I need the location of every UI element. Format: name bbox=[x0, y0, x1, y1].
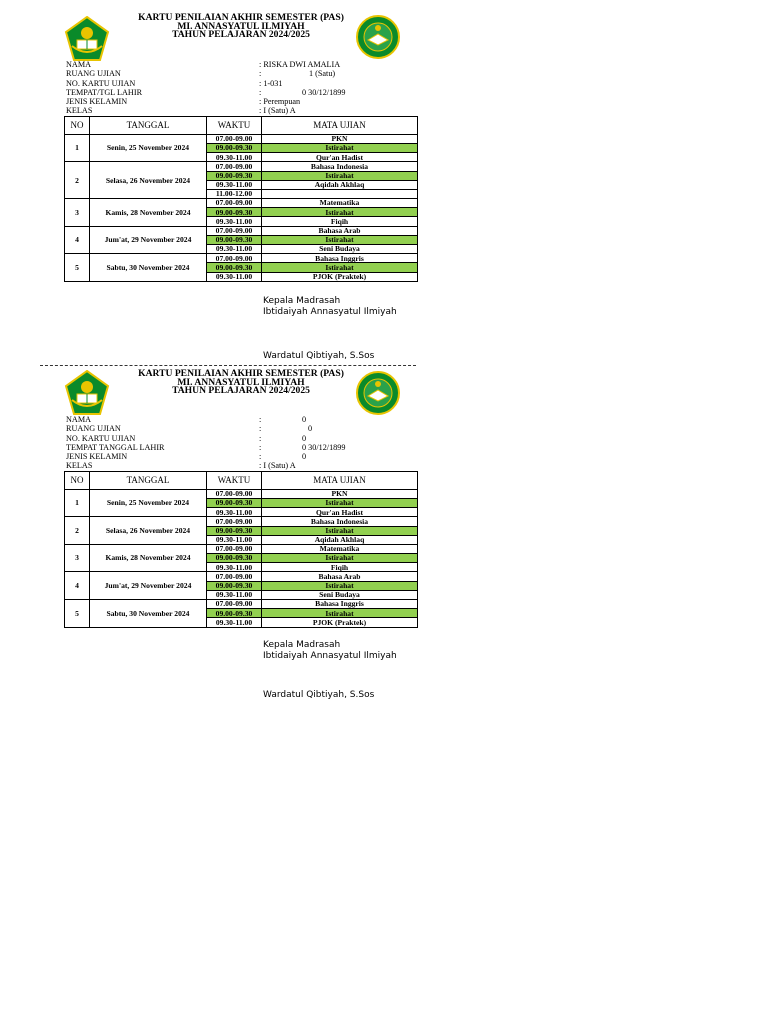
info-row-ruang bbox=[64, 69, 418, 78]
title-line-3: TAHUN PELAJARAN 2024/2025 bbox=[172, 385, 310, 397]
info-value: 0 bbox=[308, 424, 313, 434]
signature-title: Kepala Madrasah bbox=[263, 640, 341, 650]
info-value: 0 bbox=[302, 452, 307, 462]
exam-subject: Istirahat bbox=[262, 581, 418, 590]
exam-schedule-table bbox=[64, 471, 418, 628]
cut-line bbox=[40, 365, 416, 366]
info-colon: : I (Satu) A bbox=[259, 461, 296, 471]
exam-subject: Fiqih bbox=[262, 563, 418, 572]
info-row-kartu bbox=[64, 434, 418, 443]
card-header bbox=[64, 370, 418, 414]
exam-subject: Bahasa Indonesia bbox=[262, 162, 418, 171]
info-value: 0 bbox=[302, 415, 307, 424]
info-label: JENIS KELAMIN bbox=[66, 97, 128, 107]
exam-time: 09.30-11.00 bbox=[207, 272, 262, 281]
exam-time: 07.00-09.00 bbox=[207, 254, 262, 263]
exam-subject: Seni Budaya bbox=[262, 590, 418, 599]
exam-time: 09.00-09.30 bbox=[207, 263, 262, 272]
info-label: TEMPAT/TGL LAHIR bbox=[66, 87, 143, 97]
info-label: NAMA bbox=[66, 60, 92, 69]
madrasah-emblem-icon bbox=[355, 370, 401, 416]
info-label: RUANG UJIAN bbox=[66, 69, 121, 79]
info-row-nama bbox=[64, 415, 418, 424]
exam-subject: PJOK (Praktek) bbox=[262, 272, 418, 281]
table-row bbox=[65, 544, 418, 553]
exam-time: 09.30-11.00 bbox=[207, 245, 262, 254]
exam-subject: Istirahat bbox=[262, 263, 418, 272]
exam-subject: Bahasa Arab bbox=[262, 572, 418, 581]
exam-time: 09.00-09.30 bbox=[207, 208, 262, 217]
card-title bbox=[84, 14, 398, 40]
signature-block-1 bbox=[263, 296, 397, 362]
exam-subject: Seni Budaya bbox=[262, 245, 418, 254]
exam-subject: Istirahat bbox=[262, 171, 418, 180]
info-row-ttl bbox=[64, 88, 418, 97]
exam-time: 11.00-12.00 bbox=[207, 189, 262, 198]
exam-time: 09.00-09.30 bbox=[207, 171, 262, 180]
exam-time: 07.00-09.00 bbox=[207, 226, 262, 235]
day-number: 3 bbox=[65, 544, 90, 572]
exam-subject: Istirahat bbox=[262, 208, 418, 217]
exam-date: Senin, 25 November 2024 bbox=[90, 489, 207, 517]
exam-time: 07.00-09.00 bbox=[207, 489, 262, 498]
exam-subject: Qur'an Hadist bbox=[262, 508, 418, 517]
exam-subject: PKN bbox=[262, 489, 418, 498]
info-row-nama bbox=[64, 60, 418, 69]
info-label: NO. KARTU UJIAN bbox=[66, 78, 136, 88]
info-colon: : bbox=[259, 452, 262, 462]
exam-time: 07.00-09.00 bbox=[207, 600, 262, 609]
header-no: NO bbox=[65, 116, 90, 134]
info-colon: : bbox=[259, 69, 262, 79]
info-row-jk bbox=[64, 452, 418, 461]
exam-date: Selasa, 26 November 2024 bbox=[90, 162, 207, 199]
header-tanggal: TANGGAL bbox=[90, 471, 207, 489]
exam-time: 09.30-11.00 bbox=[207, 535, 262, 544]
exam-time: 07.00-09.00 bbox=[207, 199, 262, 208]
exam-subject: Istirahat bbox=[262, 235, 418, 244]
exam-card-1 bbox=[64, 14, 418, 282]
table-row bbox=[65, 254, 418, 263]
signature-title: Kepala Madrasah bbox=[263, 296, 341, 306]
signature-name: Wardatul Qibtiyah, S.Sos bbox=[263, 690, 375, 700]
header-waktu: WAKTU bbox=[207, 471, 262, 489]
header-tanggal: TANGGAL bbox=[90, 116, 207, 134]
info-value: 1 (Satu) bbox=[309, 69, 336, 79]
signature-name: Wardatul Qibtiyah, S.Sos bbox=[263, 351, 375, 361]
info-label: KELAS bbox=[66, 106, 93, 116]
exam-subject: Bahasa Arab bbox=[262, 226, 418, 235]
day-number: 2 bbox=[65, 162, 90, 199]
info-label: TEMPAT TANGGAL LAHIR bbox=[66, 442, 165, 452]
info-colon: : RISKA DWI AMALIA bbox=[259, 60, 341, 69]
exam-time: 09.30-11.00 bbox=[207, 508, 262, 517]
exam-time: 07.00-09.00 bbox=[207, 572, 262, 581]
exam-subject: Qur'an Hadist bbox=[262, 153, 418, 162]
exam-time: 07.00-09.00 bbox=[207, 544, 262, 553]
table-row bbox=[65, 162, 418, 171]
header-mata-ujian: MATA UJIAN bbox=[262, 471, 418, 489]
exam-time: 09.00-09.30 bbox=[207, 235, 262, 244]
signature-block-2 bbox=[263, 640, 397, 701]
exam-date: Sabtu, 30 November 2024 bbox=[90, 600, 207, 628]
student-info bbox=[64, 60, 418, 116]
info-colon: : bbox=[259, 415, 262, 424]
title-line-2: MI. ANNASYATUL ILMIYAH bbox=[177, 376, 305, 388]
exam-time: 09.00-09.30 bbox=[207, 143, 262, 152]
info-colon: : bbox=[259, 87, 262, 97]
exam-subject: Aqidah Akhlaq bbox=[262, 535, 418, 544]
exam-time: 09.30-11.00 bbox=[207, 563, 262, 572]
title-line-1: KARTU PENILAIAN AKHIR SEMESTER (PAS) bbox=[138, 12, 344, 23]
exam-subject bbox=[262, 189, 418, 198]
info-label: RUANG UJIAN bbox=[66, 424, 121, 434]
exam-date: Jum'at, 29 November 2024 bbox=[90, 226, 207, 254]
info-value: 0 bbox=[302, 433, 307, 443]
exam-subject: Bahasa Inggris bbox=[262, 254, 418, 263]
exam-subject: Bahasa Inggris bbox=[262, 600, 418, 609]
table-header-row bbox=[65, 471, 418, 489]
info-value: 0 30/12/1899 bbox=[302, 442, 346, 452]
table-row bbox=[65, 199, 418, 208]
exam-time: 09.00-09.30 bbox=[207, 498, 262, 507]
info-label: KELAS bbox=[66, 461, 93, 471]
exam-time: 09.30-11.00 bbox=[207, 590, 262, 599]
table-row bbox=[65, 517, 418, 526]
exam-subject: Istirahat bbox=[262, 498, 418, 507]
info-row-kelas bbox=[64, 106, 418, 115]
exam-time: 07.00-09.00 bbox=[207, 134, 262, 143]
info-row-kartu bbox=[64, 79, 418, 88]
info-colon: : bbox=[259, 433, 262, 443]
exam-date: Senin, 25 November 2024 bbox=[90, 134, 207, 162]
exam-subject: PKN bbox=[262, 134, 418, 143]
exam-date: Jum'at, 29 November 2024 bbox=[90, 572, 207, 600]
exam-subject: Matematika bbox=[262, 199, 418, 208]
exam-time: 09.00-09.30 bbox=[207, 554, 262, 563]
info-row-ttl bbox=[64, 443, 418, 452]
exam-time: 09.30-11.00 bbox=[207, 618, 262, 627]
day-number: 3 bbox=[65, 199, 90, 227]
table-row bbox=[65, 134, 418, 143]
exam-subject: Matematika bbox=[262, 544, 418, 553]
info-colon: : Perempuan bbox=[259, 97, 301, 107]
info-label: JENIS KELAMIN bbox=[66, 452, 128, 462]
schedule-body bbox=[65, 489, 418, 627]
exam-time: 09.00-09.30 bbox=[207, 526, 262, 535]
exam-time: 09.30-11.00 bbox=[207, 180, 262, 189]
signature-institution: Ibtidaiyah Annasyatul Ilmiyah bbox=[263, 650, 397, 661]
info-row-ruang bbox=[64, 424, 418, 433]
day-number: 1 bbox=[65, 134, 90, 162]
card-title bbox=[84, 370, 398, 396]
info-colon: : bbox=[259, 442, 262, 452]
table-row bbox=[65, 226, 418, 235]
info-row-kelas bbox=[64, 461, 418, 470]
card-header bbox=[64, 14, 418, 58]
exam-subject: Istirahat bbox=[262, 526, 418, 535]
exam-subject: Istirahat bbox=[262, 609, 418, 618]
exam-date: Selasa, 26 November 2024 bbox=[90, 517, 207, 545]
exam-subject: PJOK (Praktek) bbox=[262, 618, 418, 627]
madrasah-emblem-icon bbox=[355, 14, 401, 60]
signature-institution: Ibtidaiyah Annasyatul Ilmiyah bbox=[263, 306, 397, 317]
exam-time: 09.00-09.30 bbox=[207, 581, 262, 590]
info-colon: : 1-031 bbox=[259, 78, 283, 88]
table-row bbox=[65, 600, 418, 609]
header-waktu: WAKTU bbox=[207, 116, 262, 134]
day-number: 4 bbox=[65, 226, 90, 254]
exam-card-2 bbox=[64, 370, 418, 628]
header-no: NO bbox=[65, 471, 90, 489]
exam-time: 09.00-09.30 bbox=[207, 609, 262, 618]
exam-subject: Istirahat bbox=[262, 143, 418, 152]
info-label: NAMA bbox=[66, 415, 92, 424]
day-number: 2 bbox=[65, 517, 90, 545]
table-header-row bbox=[65, 116, 418, 134]
info-colon: : I (Satu) A bbox=[259, 106, 296, 116]
day-number: 4 bbox=[65, 572, 90, 600]
day-number: 5 bbox=[65, 254, 90, 282]
info-label: NO. KARTU UJIAN bbox=[66, 433, 136, 443]
day-number: 5 bbox=[65, 600, 90, 628]
schedule-body bbox=[65, 134, 418, 281]
exam-schedule-table bbox=[64, 116, 418, 282]
table-row bbox=[65, 489, 418, 498]
title-line-2: MI. ANNASYATUL ILMIYAH bbox=[177, 20, 305, 32]
exam-subject: Bahasa Indonesia bbox=[262, 517, 418, 526]
title-line-1: KARTU PENILAIAN AKHIR SEMESTER (PAS) bbox=[138, 368, 344, 379]
exam-time: 07.00-09.00 bbox=[207, 162, 262, 171]
student-info bbox=[64, 415, 418, 471]
exam-date: Sabtu, 30 November 2024 bbox=[90, 254, 207, 282]
exam-subject: Fiqih bbox=[262, 217, 418, 226]
exam-time: 07.00-09.00 bbox=[207, 517, 262, 526]
info-row-jk bbox=[64, 97, 418, 106]
exam-subject: Aqidah Akhlaq bbox=[262, 180, 418, 189]
exam-subject: Istirahat bbox=[262, 554, 418, 563]
header-mata-ujian: MATA UJIAN bbox=[262, 116, 418, 134]
exam-time: 09.30-11.00 bbox=[207, 153, 262, 162]
title-line-3: TAHUN PELAJARAN 2024/2025 bbox=[172, 29, 310, 41]
exam-date: Kamis, 28 November 2024 bbox=[90, 199, 207, 227]
info-value: 0 30/12/1899 bbox=[302, 87, 346, 97]
exam-time: 09.30-11.00 bbox=[207, 217, 262, 226]
table-row bbox=[65, 572, 418, 581]
info-colon: : bbox=[259, 424, 262, 434]
exam-date: Kamis, 28 November 2024 bbox=[90, 544, 207, 572]
day-number: 1 bbox=[65, 489, 90, 517]
